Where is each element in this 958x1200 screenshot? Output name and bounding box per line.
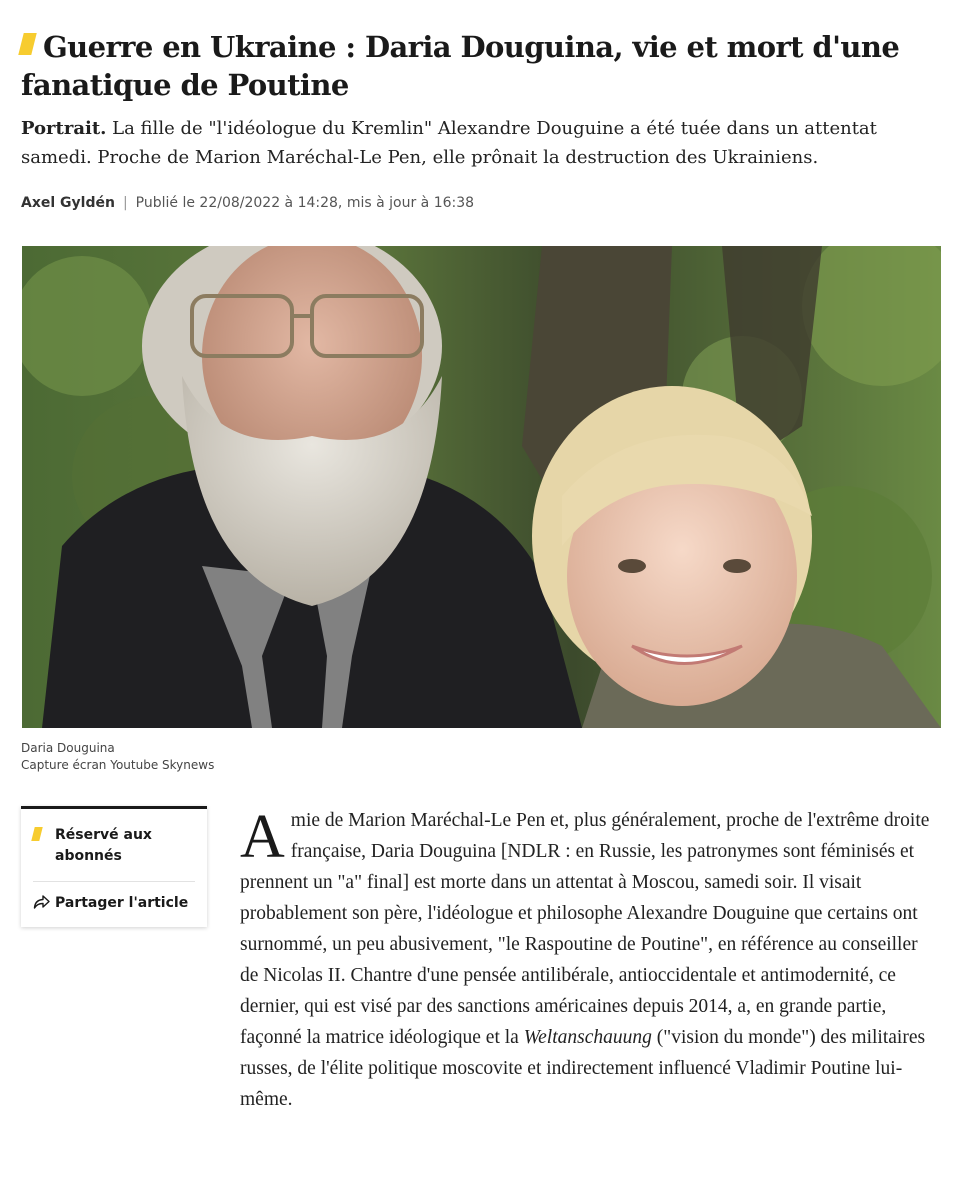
share-article-label: Partager l'article <box>55 895 189 911</box>
title-accent-mark <box>18 33 36 55</box>
publish-date: Publié le 22/08/2022 à 14:28, mis à jour à 16:38 <box>135 195 475 211</box>
article-sidebox <box>21 806 207 927</box>
byline-separator: | <box>122 195 128 211</box>
caption-title: Daria Douguina <box>21 741 115 755</box>
subscriber-label: Réservé aux abonnés <box>55 827 152 864</box>
body-italic-term: Weltanschauung <box>523 1027 652 1048</box>
body-paragraph <box>240 805 940 1115</box>
photo-caption <box>21 740 214 774</box>
standfirst-text: La fille de "l'idéologue du Kremlin" Alexandre Douguine a été tuée dans un attentat samedi. Proche de Marion Maréchal-Le Pen, elle prônait la destruction des Ukrainiens. <box>21 118 877 168</box>
subscriber-badge <box>33 825 203 867</box>
article-title <box>21 28 941 104</box>
share-article-button[interactable] <box>33 893 188 913</box>
sidebox-divider <box>33 881 195 882</box>
standfirst-lead: Portrait. <box>21 118 107 139</box>
subscriber-accent-mark <box>31 827 42 841</box>
article-standfirst <box>21 114 941 172</box>
body-text-part1: mie de Marion Maréchal-Le Pen et, plus généralement, proche de l'extrême droite française, Daria Douguina [NDLR : en Russie, les patronymes sont féminisés et prennent un "a" final] est morte dans un attentat à Moscou, samedi soir. Il visait probablement son père, l'idéologue et philosophe Alexandre Douguine que certains ont surnommé, un peu abusivement, "le Raspoutine de Poutine", en référence au conseiller de Nicolas II. Chantre d'une pensée antilibérale, antioccidentale et antimodernité, ce dernier, qui est visé par des sanctions américaines depuis 2014, a, en grande partie, façonné la matrice idéologique et la <box>240 810 930 1048</box>
article-title-text: Guerre en Ukraine : Daria Douguina, vie et mort d'une fanatique de Poutine <box>21 30 900 102</box>
share-arrow-icon <box>33 894 51 910</box>
body-text-part2: ("vision du monde") des militaires russes, de l'élite politique moscovite et indirectement influencé Vladimir Poutine lui-même. <box>240 1027 926 1110</box>
caption-credit: Capture écran Youtube Skynews <box>21 758 215 772</box>
article-photo-image <box>22 246 941 728</box>
article-photo <box>22 246 941 728</box>
dropcap-letter: A <box>240 803 285 871</box>
author-link[interactable]: Axel Gyldén <box>21 195 115 211</box>
article-body <box>240 805 940 1115</box>
byline <box>21 195 941 211</box>
